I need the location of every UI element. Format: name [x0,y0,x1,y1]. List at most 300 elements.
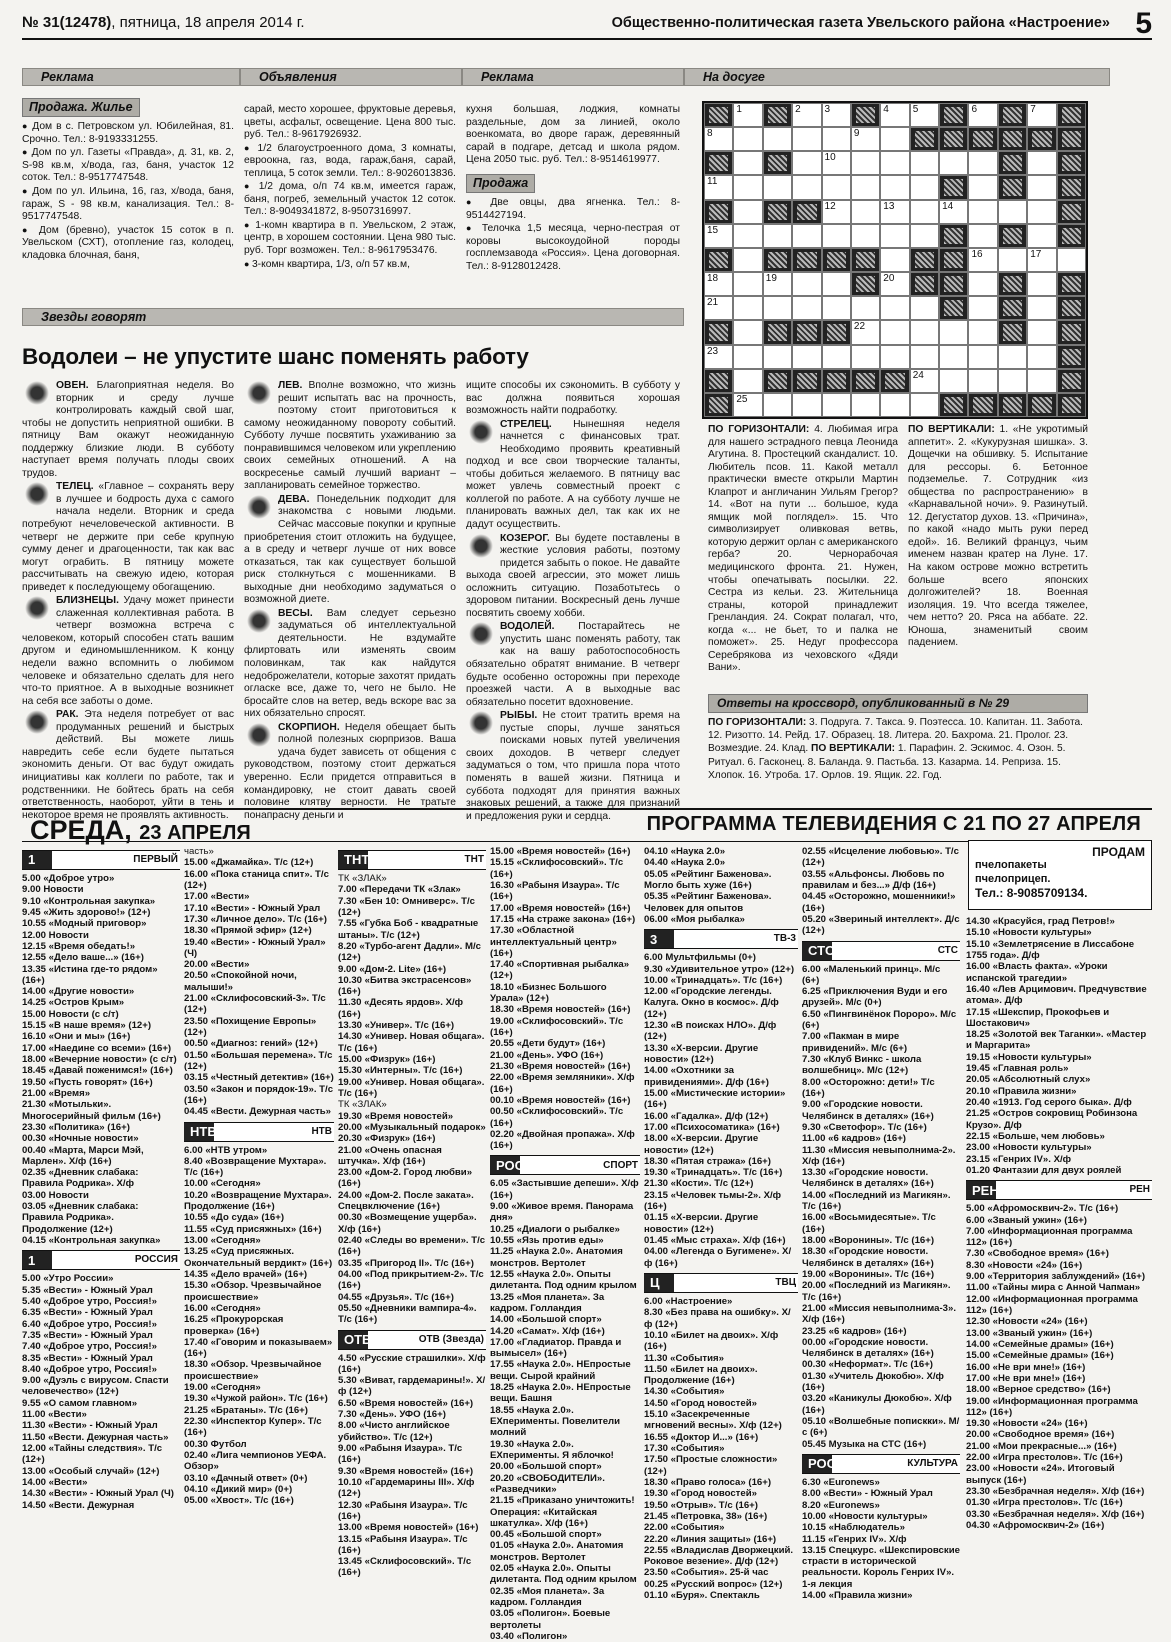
program-listing: 04.40 «Наука 2.0» [644,857,726,869]
program-listing: 16.55 «Доктор И...» (16+) [644,1431,759,1443]
cell-number: 11 [707,176,718,188]
crossword-cell [763,296,792,320]
tv-column-7 [966,916,1152,1610]
zodiac-sign-icon [244,494,274,520]
zodiac-sign: БЛИЗНЕЦЫ. [56,595,119,607]
cell-number: 17 [1030,248,1042,260]
program-listing: ТК «ЗЛАК» [338,873,387,884]
program-listing: 14.00 «Последний из Магикян». Т/с (16+) [802,1189,951,1213]
program-listing: 20.30 «Физрук» (16+) [338,1133,436,1145]
program-listing: 5.00 «Афромосквич-2». Т/с (16+) [966,1203,1119,1215]
answers-title: Ответы на кроссворд, опубликованный в № 29 [708,694,1088,713]
crossword-cell [822,393,851,417]
program-listing: 16.30 «Рабыня Изаура». Т/с (16+) [490,879,620,903]
program-listing: 12.00 «Информационная программа 112» (16+) [966,1293,1138,1316]
crossword-cell [792,272,821,296]
program-listing: 7.30 «Клуб Винкс - школа волшебниц». М/с (12+) [802,1054,922,1077]
program-listing: 15.10 «Новости культуры» [966,927,1092,939]
zodiac-entry [466,621,680,709]
crossword-block [998,127,1027,151]
crossword-block [822,369,851,393]
program-listing: 5.00 «Утро России» [22,1273,114,1285]
cell-number: 1 [736,104,742,115]
program-listing: 18.30 «Время новостей» (16+) [490,1004,631,1016]
program-listing: 19.50 «Пусть говорят» (16+) [22,1076,153,1088]
crossword-block [998,296,1027,320]
program-listing: 22.00 «Время земляники». Х/ф (16+) [490,1072,635,1095]
program-listing: 00.10 «Время новостей» (16+) [490,1094,631,1106]
program-listing: 22.55 «Владислав Дворжецкий. Роковое везение». Д/ф (12+) [644,1544,794,1568]
program-listing: 04.55 «Друзья». Т/с (16+) [338,1291,454,1303]
program-listing: 21.25 «Братаны». Т/с (16+) [184,1404,308,1416]
program-listing: 13.15 Спецкурс. «Шекспировские страсти в исторической реальности. Король Генрих IV». 1-я лекция [802,1544,960,1590]
crossword-cell [880,272,909,296]
crossword-block [851,272,880,296]
cell-number: 24 [912,369,924,381]
answers-across: 3. Подруга. 7. Такса. 9. Поэтесса. 10. Капитан. 11. Забота. 12. Ризотто. 14. Рейд. 17. Образец. 18. Литера. 20. Бахрома. 21. Пролог. 23. Возмездие. 24. Клад. [708,717,1083,755]
program-listing: 19.30 «Время новостей» [338,1110,454,1122]
crossword-cell [704,345,733,369]
crossword-block [1057,296,1086,320]
zodiac-sign-icon [466,533,496,559]
program-listing: 14.30 «Универ. Новая общага». Т/с (16+) [338,1031,485,1054]
program-listing: 9.00 «Городские новости. Челябинск в деталях» (16+) [802,1099,934,1122]
program-listing: 21.00 «День». УФО (16+) [490,1049,604,1061]
program-listing: 19.00 «Склифосовский». Т/с (16+) [490,1015,624,1038]
crossword-block [998,151,1027,175]
program-listing: 18.25 «Наука 2.0». НЕпростые вещи. Башня [490,1382,631,1405]
program-listing: 18.00 «Воронины». Т/с (16+) [802,1235,935,1246]
crossword-cell [910,175,939,199]
program-listing: 11.30 «Миссия невыполнима-2». Х/ф (16+) [802,1144,956,1167]
program-listing: 20.00 «Свободное время» (16+) [966,1429,1115,1441]
program-listing: 23.15 «Генрих IV». Х/ф [966,1153,1072,1165]
program-listing: 04.10 «Дикий мир» (0+) [184,1483,293,1495]
crossword-cell [851,175,880,199]
program-listing: 6.25 «Приключения Вуди и его друзей». М/с (0+) [802,986,948,1009]
crossword-cell [910,200,939,224]
program-listing: 03.55 «Альфонсы. Любовь по правилам и без...» Д/ф (16+) [802,868,945,891]
crossword-block [763,103,792,127]
program-listing: 7.30 «Бен 10: Омниверс». Т/с (12+) [338,895,475,918]
ads-column-3 [466,104,680,304]
program-listing: 12.30 «В поисках НЛО». Д/ф (12+) [644,1020,777,1043]
cell-number: 25 [736,393,748,405]
program-listing: 16.00 «Сегодня» [184,1302,261,1314]
channel-name: КУЛЬТУРА [907,1458,958,1470]
cell-number: 15 [707,224,719,236]
program-listing: 8.40 «Возвращение Мухтара». Т/с (16+) [184,1155,327,1179]
zodiac-sign-icon [466,710,496,736]
crossword-block [1057,320,1086,344]
crossword-cell [792,345,821,369]
program-listing: 15.00 Новости (с с/т) [22,1008,119,1020]
program-listing: 12.15 «Время обедать!» [22,940,136,952]
program-listing: 7.30 «Свободное время» (16+) [966,1248,1109,1260]
program-listing: 7.00 «Передачи ТК «Злак» [338,884,461,896]
program-listing: 00.30 «Неформат». Т/с (16+) [802,1359,933,1371]
program-listing: 11.15 «Генрих IV». Х/ф [802,1533,907,1545]
zodiac-entry [466,419,680,532]
program-listing: 9.00 «Живое время. Панорама дня» [490,1201,634,1224]
program-listing: 20.40 «1913. Год серого быка». Д/ф [966,1097,1132,1108]
zodiac-entry [244,380,456,493]
program-listing: 15.15 «В наше время» (12+) [22,1020,152,1032]
program-listing: 14.30 «События» [644,1386,725,1398]
program-listing: 17.00 «Вести» [184,891,250,903]
crossword-cell [939,369,968,393]
channel-name: ТВЦ [775,1277,796,1289]
crossword-cell [733,127,762,151]
crossword-cell [822,200,851,224]
zodiac-entry [22,481,234,594]
zodiac-entry [466,380,680,418]
program-listing: 17.55 «Наука 2.0». НЕпростые вещи. Сырой крайний [490,1359,631,1382]
program-listing: 7.35 «Вести» - Южный Урал [22,1329,153,1341]
clue-text [908,424,1088,650]
down-clues: 1. «Не укротимый аппетит». 2. «Кукурузная шишка». 3. Дощечки на обшивку. 5. Испытание для рессоры. 6. Бетонное подземелье. 7. Сотрудник «из общества по распространению» в «Карнавальной ночи». 9. Разинутый. 12. Дегустатор духов. 13. «Причина», по какой «надо мыть руки перед едой». 16. Великий француз, чьим именем назван кратер на Луне. 17. На каком острове можно встретить больше всего японских долгожителей? 18. Военная изоляция. 19. Что всегда тяжелее, чем нетто? 20. Ряса на аббате. 22. Юноша, знаменитый своим падением. [908,424,1088,649]
crossword-block [822,320,851,344]
program-listing: 03.15 «Честный детектив» (16+) [184,1072,334,1084]
ad-item: ● Две овцы, два ягненка. Тел.: 8-9514427194. [466,197,680,222]
program-listing: 19.00 «Сегодня» [184,1382,261,1394]
program-listing: 19.00 «Универ. Новая общага». Т/с (16+) [338,1076,485,1099]
crossword-cell [998,200,1027,224]
program-listing: 20.00 «Большой спорт» [490,1461,602,1473]
program-listing: 20.55 «Дети будут» (16+) [490,1038,606,1050]
answers-across-title: ПО ГОРИЗОНТАЛИ: [708,717,807,729]
channel-header [490,1155,640,1175]
crossword-cell [733,296,762,320]
channel-logo: 1 [28,1252,36,1268]
program-listing: 7.00 «Пакман в мире привидений». М/с (6+) [802,1031,908,1054]
crossword-cell [792,296,821,320]
program-listing: 13.30 «Городские новости. Челябинск в деталях» (16+) [802,1167,934,1190]
crossword-cell [851,296,880,320]
crossword-cell [968,200,997,224]
tv-day [30,814,251,846]
program-listing: 13.30 «Универ». Т/с (16+) [338,1020,455,1032]
program-listing: 4.50 «Русские страшилки». Х/ф (16+) [338,1352,486,1375]
crossword-down-clues [908,424,1088,686]
crossword-cell [733,369,762,393]
program-listing: 21.45 «Петровка, 38» (16+) [644,1510,768,1522]
crossword-block [968,127,997,151]
program-listing: 03.00 Новости [22,1189,89,1201]
program-listing: 19.15 «Новости культуры» [966,1051,1092,1063]
zodiac-sign: ЛЕВ. [278,380,303,391]
program-listing: 13.00 «Время новостей» (16+) [338,1522,479,1534]
crossword-cell [704,296,733,320]
program-listing: 21.30 «Кости». Т/с (12+) [644,1178,754,1190]
program-listing: 6.00 «НТВ утром» [184,1144,268,1156]
program-listing: 01.05 «Наука 2.0». Анатомия монстров. Вертолет [490,1540,624,1563]
program-listing: 20.00 «Последний из Магикян». Т/с (16+) [802,1280,951,1303]
program-listing: 00.30 «Возмещение ущерба». Х/ф (16+) [338,1212,477,1235]
program-listing: 13.25 «Моя планета». За кадром. Голландия [490,1291,605,1314]
crossword-block [910,127,939,151]
program-listing: 8.30 «Новости «24» (16+) [966,1259,1083,1271]
program-listing: 20.10 «Правила жизни» [966,1085,1077,1097]
channel-header [338,850,486,870]
program-listing: 6.35 «Вести» - Южный Урал [22,1307,153,1319]
program-listing: 6.00 «Званый ужин» (16+) [966,1214,1087,1226]
channel-name: СПОРТ [603,1159,638,1171]
ad-item: ● Телочка 1,5 месяца, черно-пестрая от коровы высокоудойной породы госплемзавода «Россия». Цена договорная. Тел.: 8-9128012428. [466,223,680,273]
program-listing: 16.40 «Лев Арцимович. Предчувствие атома». Д/ф [966,983,1147,1007]
crossword-grid [702,101,1088,419]
program-listing: 10.00 «Новости культуры» [802,1510,928,1522]
crossword-cell [763,393,792,417]
crossword-cell [822,272,851,296]
program-listing: 19.50 «Отрыв». Т/с (16+) [644,1499,758,1511]
crossword-block [1057,127,1086,151]
crossword-block [998,320,1027,344]
cell-number: 22 [853,321,866,333]
crossword-block [998,175,1027,199]
cell-number: 2 [795,104,801,115]
housing-column [22,92,234,310]
program-listing: 13.00 «Сегодня» [184,1235,261,1246]
program-listing: 00.50 «Диагноз: гений» (12+) [184,1038,318,1050]
crossword-block [1057,369,1086,393]
program-listing: 10.55 «Модный приговор» [22,918,147,930]
program-listing: 14.00 «Большой спорт» [490,1314,602,1326]
program-listing: 23.50 «Похищение Европы» (12+) [184,1015,317,1038]
crossword-cell [851,345,880,369]
crossword-block [1057,224,1086,248]
program-listing: 19.30 «Тринадцать». Т/с (16+) [644,1167,783,1179]
program-listing: 20.00 «Музыкальный подарок» [338,1121,486,1133]
program-listing: 15.30 «Обзор. Чрезвычайное происшествие» [184,1280,322,1303]
program-listing: 02.40 «Следы во времени». Т/с (16+) [338,1235,486,1258]
crossword-cell [733,345,762,369]
program-listing: 17.00 «Время новостей» (16+) [490,902,631,914]
program-listing: 01.50 «Большая перемена». Т/с (12+) [184,1049,333,1072]
program-listing: 02.05 «Наука 2.0». Опыты дилетанта. Под одним крылом [490,1563,637,1586]
crossword-cell [792,151,821,175]
zodiac-text: Неделя обещает быть полной полезных сюрпризов. Ваша удача будет зависеть от общения с руководством, поэтому стоит держаться уверенно. Если придется отправиться в командировку, не стоит давать своей половине клятву верности. Не тратьте понапрасну деньги и [244,721,456,821]
crossword-cell [822,224,851,248]
ad-item: ● 1-комн квартира в п. Увельском, 2 этаж, центр, в хорошем состоянии. Цена 980 тыс. руб. Торг возможен. Тел.: 8-9617953476. [244,220,456,258]
crossword-cell [733,151,762,175]
program-listing: 00.00 «Городские новости. Челябинск в деталях» (16+) [802,1336,934,1360]
program-listing: 21.15 «Приказано уничтожить! Операция: «Китайская шкатулка». Х/ф (16+) [490,1495,635,1529]
crossword-cell [910,345,939,369]
crossword-cell [998,345,1027,369]
program-listing: 14.00 «Правила жизни» [802,1590,913,1602]
program-listing: 15.00 «Время новостей» (16+) [490,846,631,857]
crossword-cell [851,127,880,151]
channel-name: СТС [937,944,958,956]
crossword-cell [763,272,792,296]
section-label: Звезды говорят [41,310,147,324]
cell-number: 19 [765,273,777,285]
program-listing: 00.30 Футбол [184,1438,247,1450]
zodiac-entry [22,709,234,822]
channel-logo: РЕН [972,1182,999,1198]
program-listing: 16.00 «Пока станица спит». Т/с (12+) [184,868,329,891]
program-listing: 6.00 «Настроение» [644,1295,733,1307]
crossword-block [704,200,733,224]
program-listing: 6.30 «Euronews» [802,1476,880,1488]
crossword-cell [998,248,1027,272]
crossword-cell [704,224,733,248]
channel-name: РЕН [1129,1184,1150,1196]
zodiac-sign-icon [22,595,52,621]
program-listing: 04.00 «Легенда о Бугимене». Х/ф (16+) [644,1246,792,1269]
crossword-block [939,224,968,248]
program-listing: 05.35 «Рейтинг Баженова». Человек для опытов [644,891,772,914]
across-title: ПО ГОРИЗОНТАЛИ: [708,424,810,435]
page-header [22,7,1152,40]
section-label: Объявления [259,70,337,84]
channel-logo: ОТВ [344,1331,372,1347]
program-listing: 04.45 «Вести. Дежурная часть» [184,1106,332,1118]
program-listing: 5.40 «Доброе утро, Россия!» [22,1295,157,1307]
program-listing: 9.00 «Дом-2. Lite» (16+) [338,963,447,975]
program-listing: 9.30 «Время новостей» (16+) [338,1465,474,1477]
program-listing: 14.50 «Город новостей» [644,1397,757,1409]
program-listing: 12.30 «Рабыня Изаура». Т/с (16+) [338,1499,468,1522]
crossword-block [763,200,792,224]
program-listing: 9.00 «Дуэль с вирусом. Спасти человечество» (12+) [22,1375,169,1398]
program-listing: 10.00 «Сегодня» [184,1178,261,1190]
zodiac-sign: ВЕСЫ. [278,607,313,619]
ad-item: кухня большая, лоджия, комнаты раздельные, дом за линией, около военкомата, во дворе гараж, деревянный сарай в подгаре, детсад и школа рядом. Цена 2050 тыс. руб. Тел.: 8-9514619977. [466,104,680,166]
newspaper-name: Общественно-политическая газета Увельского района «Настроение» [611,15,1110,31]
zodiac-text: Нынешняя неделя начнется с финансовых трат. Необходимо проявить креативный подход и все свои творческие таланты, чтобы добиться желаемого. В пятницу вас может увлечь совместный проект с коллегой по работе. А на субботу лучше не планировать важных дел, так как их не дадут осуществить. [466,418,680,531]
crossword-cell [880,224,909,248]
program-listing: 17.50 «Простые сложности» (12+) [644,1454,778,1477]
crossword-cell [1027,272,1056,296]
ad-item: ● Дом по ул. Ильина, 16, газ, х/вода, баня, гараж, S - 98 кв.м, канализация. Тел.: 8-9517747548. [22,186,234,224]
section-label: Реклама [41,70,94,84]
zodiac-entry [22,380,234,480]
program-listing: 18.10 «Бизнес Большого Урала» (12+) [490,981,607,1005]
zodiac-sign-icon [466,419,496,445]
program-listing: 9.30 «Светофор». Т/с (16+) [802,1121,927,1133]
program-listing: 17.00 «Наедине со всеми» (16+) [22,1042,172,1054]
program-listing: 14.30 «Вести» - Южный Урал (Ч) [22,1488,174,1500]
program-listing: 13.25 «Суд присяжных. Окончательный вердикт» (16+) [184,1246,333,1269]
zodiac-sign: СКОРПИОН. [278,721,340,733]
program-listing: 11.30 «Вести» - Южный Урал [22,1420,158,1432]
cell-number: 6 [971,104,978,115]
horoscope-col-3 [466,380,680,822]
program-listing: 00.50 «Склифосовский». Т/с (16+) [490,1106,624,1129]
program-listing: 18.00 «Вечерние новости» (с с/т) [22,1054,177,1065]
program-listing: 23.25 «6 кадров» (16+) [802,1325,907,1337]
cell-number: 21 [707,297,719,309]
crossword-cell [733,248,762,272]
program-listing: 7.55 «Губка Боб - квадратные штаны». Т/с (12+) [338,918,479,941]
cell-number: 4 [883,104,889,115]
program-listing: 15.15 «Склифосовский». Т/с (16+) [490,857,624,880]
channel-header [22,850,180,870]
program-listing: 13.15 «Рабыня Изаура». Т/с (16+) [338,1533,468,1556]
program-listing: 18.25 «Золотой век Таганки». «Мастер и Маргарита» [966,1029,1147,1052]
channel-logo: РОССИЯ К [808,1456,876,1472]
zodiac-sign: ДЕВА. [278,493,310,505]
program-listing: 20.20 «СВОБОДИТЕЛИ». «Разведчики» [490,1472,605,1495]
program-listing: 19.30 «Новости «24» (16+) [966,1418,1088,1430]
zodiac-text: «Главное – сохранять веру в лучшее и бодрость духа с самого начала недели. Вторник и среда потребуют нечеловеческой активности. В четверг не держите при себе крупную сумму денег и драгоценности, так как вас могут ограбить. В пятницу можете рассчитывать на свежую идею, которая приведет к последующему обогащению. [22,481,234,593]
program-listing: 02.40 «Лига чемпионов УЕФА. Обзор» [184,1449,327,1473]
crossword-cell [792,175,821,199]
program-listing: 9.30 «Удивительное утро» (12+) [644,963,795,975]
zodiac-sign-icon [22,481,52,507]
crossword-block [880,369,909,393]
crossword-cell [880,200,909,224]
crossword-cell [968,151,997,175]
program-listing: 19.00 «Воронины». Т/с (16+) [802,1268,935,1280]
program-listing: 9.55 «О самом главном» [22,1397,138,1409]
program-listing: 18.00 «Верное средство» (16+) [966,1384,1111,1396]
ad-title: ПРОДАМ [1092,845,1145,859]
ad-item: ● Дом в с. Петровском ул. Юбилейная, 81. Срочно. Тел.: 8-9193331255. [22,121,234,146]
channel-header [184,1122,334,1142]
crossword-cell [822,175,851,199]
program-listing: 20.05 «Абсолютный слух» [966,1074,1091,1086]
zodiac-sign: ОВЕН. [56,380,89,391]
crossword-block [998,103,1027,127]
answers-down-title: ПО ВЕРТИКАЛИ: [811,743,896,755]
housing-title: Продажа. Жилье [22,98,140,117]
crossword-cells [704,103,1086,417]
program-listing: 8.40 «Доброе утро, Россия!» [22,1363,157,1375]
section-label: Реклама [481,70,534,84]
zodiac-text: Удачу может принести слаженная коллективная работа. В четверг возможна встреча с человеком, который способен стать вашим другом и единомышленником. К концу недели важно вспомнить о любимом человеке и обязательно сделать для него что-то приятное. А в выходные возникнет на себя все заботы о доме. [22,595,234,707]
crossword-cell [1027,296,1056,320]
program-listing: 8.20 «Euronews» [802,1499,880,1511]
zodiac-sign: РАК. [56,709,79,721]
program-listing: 21.00 «Миссия невыполнима-3». Х/ф (16+) [802,1302,956,1326]
program-listing: 18.30 «Пятая стража» (16+) [644,1155,771,1167]
zodiac-sign-icon [244,380,274,406]
crossword-cell [733,103,762,127]
ad-item: ● 1/2 благоустроенного дома, 3 комнаты, евроокна, газ, вода, гараж,баня, сарай, теплица, 5 соток земли. Тел.: 8-9026013836. [244,143,456,181]
program-listing: 11.30 «Десять ярдов». Х/ф (16+) [338,997,464,1020]
crossword-cell [968,103,997,127]
channel-header [338,1330,486,1350]
program-listing: 03.05 «Полигон». Боевые вертолеты [490,1608,611,1631]
ad-item: сарай, место хорошее, фруктовые деревья, цветы, асфальт, освещение. Цена 800 тыс. руб. Тел.: 8-9617926932. [244,104,456,141]
crossword-cell [1027,369,1056,393]
program-listing: 8.00 «Чисто английское убийство». Т/с (12+) [338,1420,450,1443]
program-listing: ТК «ЗЛАК» [338,1099,387,1111]
crossword-cell [1027,200,1056,224]
program-listing: 04.00 «Под прикрытием-2». Т/с (16+) [338,1268,484,1292]
channel-header [22,1250,180,1270]
program-listing: 21.00 «Мои прекрасные...» (16+) [966,1440,1117,1452]
program-listing: 21.00 «Очень опасная штучка». Х/ф (16+) [338,1144,442,1167]
channel-logo: 1 [28,852,36,868]
crossword-block [1027,393,1056,417]
section-label: На досуге [703,70,765,84]
crossword-block [1057,272,1086,296]
program-listing: 22.00 «События» [644,1522,725,1534]
crossword-block [851,103,880,127]
zodiac-text: Не стоит тратить время на пустые споры, лучше заняться поисками новых путей увеличения своих доходов. В четверг следует задуматься о том, что пришла пора чтото поменять в вашей жизни. Пятница и суббота подходят для принятия важных знаковых решений, а также для признаний и предложения руки и сердца. [466,710,680,822]
crossword-cell [1027,345,1056,369]
program-listing: 21.25 «Остров сокровищ Робинзона Крузо». Д/ф [966,1108,1138,1131]
ad-item: ● Дом (бревно), участок 15 соток в п. Увельском (СХТ), отопление газ, колодец, кладовка блочная, баня, [22,225,234,263]
crossword-cell [1027,224,1056,248]
program-listing: 03.10 «Дачный ответ» (0+) [184,1472,308,1484]
program-listing: 11.25 «Наука 2.0». Анатомия монстров. Вертолет [490,1246,623,1269]
crossword-block [1027,127,1056,151]
